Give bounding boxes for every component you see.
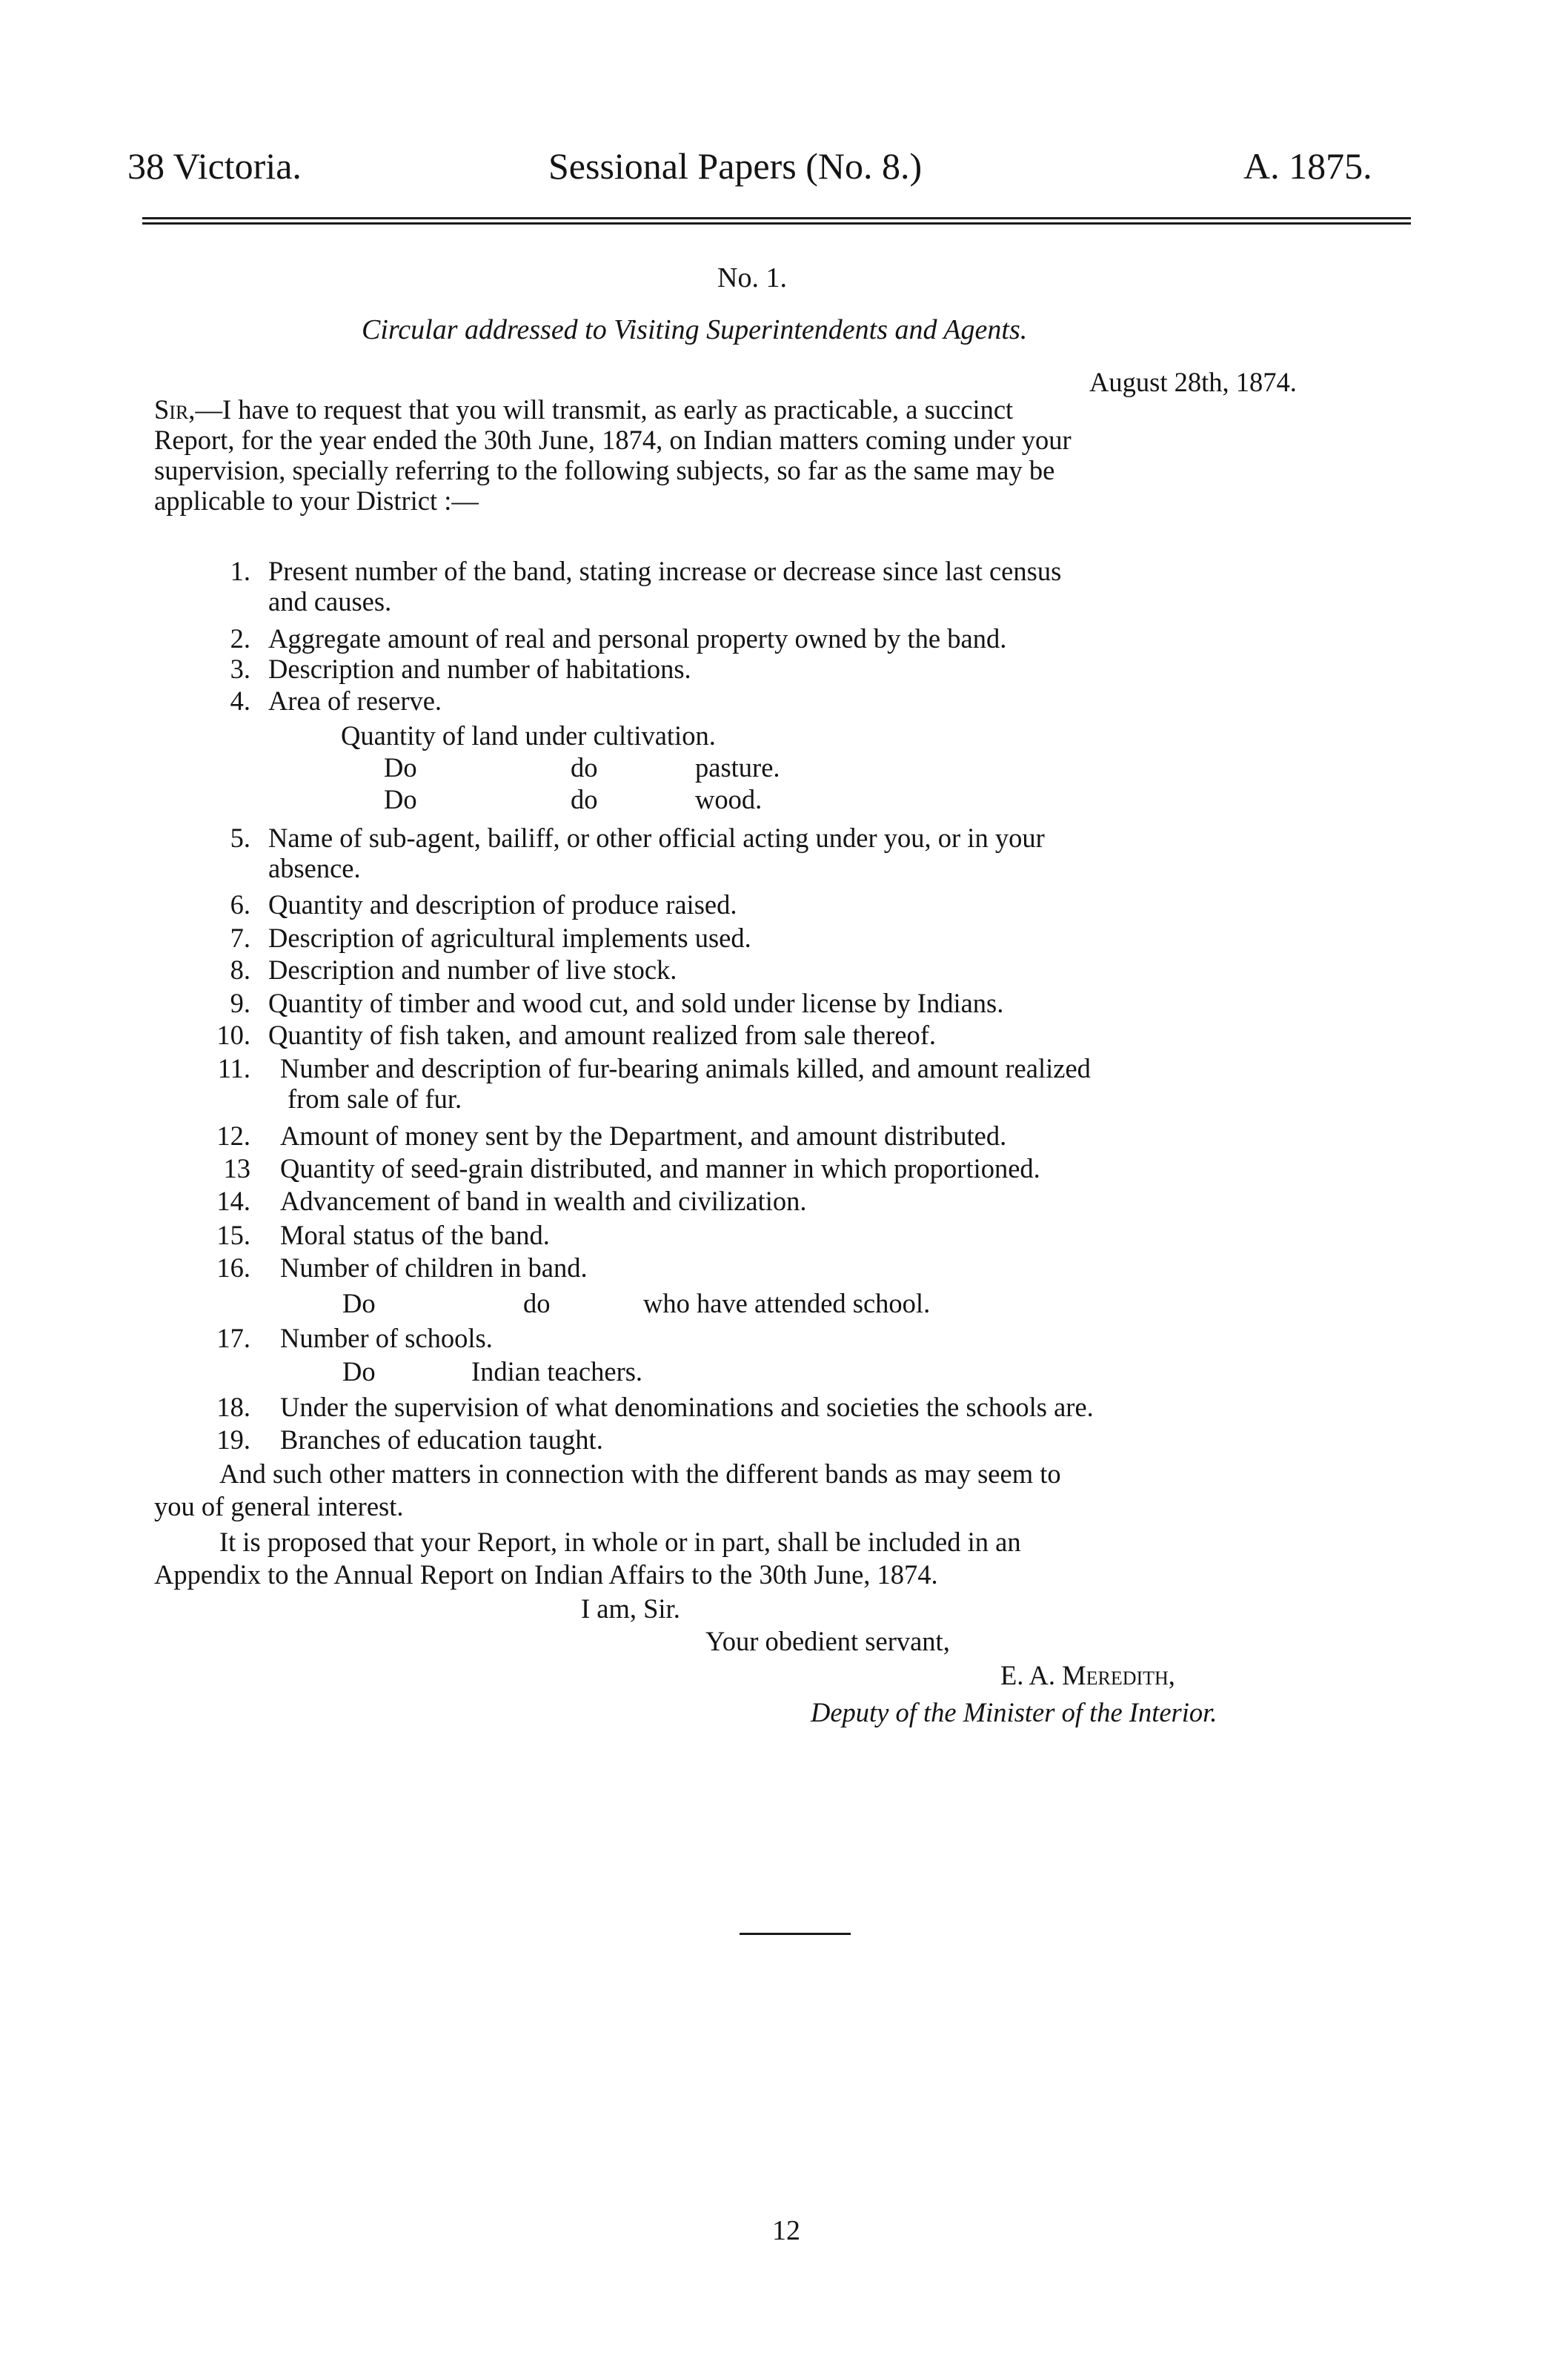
reserve-pasture: pasture.	[695, 752, 780, 783]
header-rule-bottom	[142, 222, 1411, 225]
header-rule-top	[142, 217, 1411, 219]
list-item-number: 2.	[230, 623, 250, 654]
list-item-text: Number and description of fur-bearing animals killed, and amount realized	[280, 1053, 1091, 1083]
intro-paragraph	[154, 394, 1414, 516]
list-item-text: Description of agricultural implements used.	[268, 923, 751, 953]
list-item-number: 17.	[216, 1323, 250, 1353]
header-volume: 38 Victoria.	[127, 145, 302, 187]
intro-line: applicable to your District :—	[154, 485, 479, 516]
signature-title: Deputy of the Minister of the Interior.	[811, 1697, 1217, 1727]
list-item-text: Area of reserve.	[268, 686, 442, 716]
page-number: 12	[772, 2215, 800, 2246]
ditto: do	[571, 752, 598, 783]
servant-line: Your obedient servant,	[705, 1626, 950, 1656]
list-item-number: 3.	[230, 654, 250, 684]
list-item-text: Description and number of live stock.	[268, 955, 677, 985]
list-item-number: 9.	[230, 988, 250, 1018]
proposal-line: Appendix to the Annual Report on Indian Affairs to the 30th June, 1874.	[154, 1559, 938, 1590]
children-attended: who have attended school.	[643, 1288, 931, 1318]
indian-teachers: Indian teachers.	[471, 1356, 643, 1387]
list-item-number: 1.	[230, 556, 250, 586]
list-item-text: Quantity of seed-grain distributed, and manner in which proportioned.	[280, 1153, 1040, 1184]
list-item-text: Quantity of fish taken, and amount realized from sale thereof.	[268, 1020, 937, 1050]
list-item-text: and causes.	[268, 586, 392, 617]
list-item-number: 11.	[217, 1053, 250, 1083]
signature-name: E. A. Meredith,	[1000, 1660, 1175, 1690]
closing-line: you of general interest.	[154, 1491, 404, 1521]
header-series: Sessional Papers (No. 8.)	[548, 145, 923, 187]
closing-line: And such other matters in connection with the different bands as may seem to	[219, 1458, 1061, 1489]
reserve-wood: wood.	[695, 784, 763, 814]
list-item-number: 7.	[230, 923, 250, 953]
intro-line: Report, for the year ended the 30th June, 1874, on Indian matters coming under your	[154, 425, 1072, 455]
doc-number: No. 1.	[717, 262, 787, 293]
list-item-text: Amount of money sent by the Department, and amount distributed.	[280, 1121, 1007, 1151]
ditto: Do	[384, 784, 417, 814]
list-item-text: Advancement of band in wealth and civilization.	[280, 1186, 807, 1216]
list-item-text: absence.	[268, 853, 361, 883]
list-item-text: Quantity of timber and wood cut, and sold under license by Indians.	[268, 988, 1004, 1018]
list-item-number: 5.	[230, 823, 250, 853]
list-item-number: 6.	[230, 889, 250, 920]
list-item-number: 18.	[216, 1392, 250, 1422]
list-item-text: Description and number of habitations.	[268, 654, 691, 684]
list-item-number: 15.	[216, 1220, 250, 1250]
reserve-subline: Quantity of land under cultivation.	[341, 720, 716, 751]
list-item-text: Quantity and description of produce raised.	[268, 889, 737, 920]
list-item-text: from sale of fur.	[288, 1083, 462, 1114]
proposal-line: It is proposed that your Report, in whole or in part, shall be included in an	[219, 1527, 1021, 1557]
sign-off: I am, Sir.	[581, 1593, 680, 1624]
list-item-number: 14.	[216, 1186, 250, 1216]
ditto: do	[523, 1288, 551, 1318]
list-item-number: 16.	[216, 1252, 250, 1283]
list-item-text: Branches of education taught.	[280, 1424, 603, 1455]
list-item-text: Name of sub-agent, bailiff, or other official acting under you, or in your	[268, 823, 1045, 853]
list-item-text: Under the supervision of what denominations and societies the schools are.	[280, 1392, 1094, 1422]
doc-subtitle: Circular addressed to Visiting Superintendents and Agents.	[362, 314, 1028, 345]
list-item-number: 19.	[216, 1424, 250, 1455]
intro-line: supervision, specially referring to the following subjects, so far as the same may be	[154, 455, 1055, 485]
intro-line: —I have to request that you will transmit, as early as practicable, a succinct	[195, 394, 1014, 425]
ditto: Do	[342, 1356, 376, 1387]
list-item-number: 12.	[216, 1121, 250, 1151]
list-item-text: Aggregate amount of real and personal property owned by the band.	[268, 623, 1007, 654]
list-item-number: 13	[223, 1153, 250, 1184]
header-year: A. 1875.	[1243, 145, 1372, 187]
list-item-text: Number of children in band.	[280, 1252, 588, 1283]
list-item-number: 8.	[230, 955, 250, 985]
list-item-text: Number of schools.	[280, 1323, 493, 1353]
list-item-number: 4.	[230, 686, 250, 716]
list-item-text: Present number of the band, stating increase or decrease since last census	[268, 556, 1062, 586]
list-item-number: 10.	[216, 1020, 250, 1050]
doc-date: August 28th, 1874.	[1089, 367, 1297, 397]
list-item-text: Moral status of the band.	[280, 1220, 550, 1250]
ditto: do	[571, 784, 598, 814]
footer-rule	[740, 1933, 851, 1935]
ditto: Do	[384, 752, 417, 783]
ditto: Do	[342, 1288, 376, 1318]
salutation: Sir,	[154, 394, 196, 425]
